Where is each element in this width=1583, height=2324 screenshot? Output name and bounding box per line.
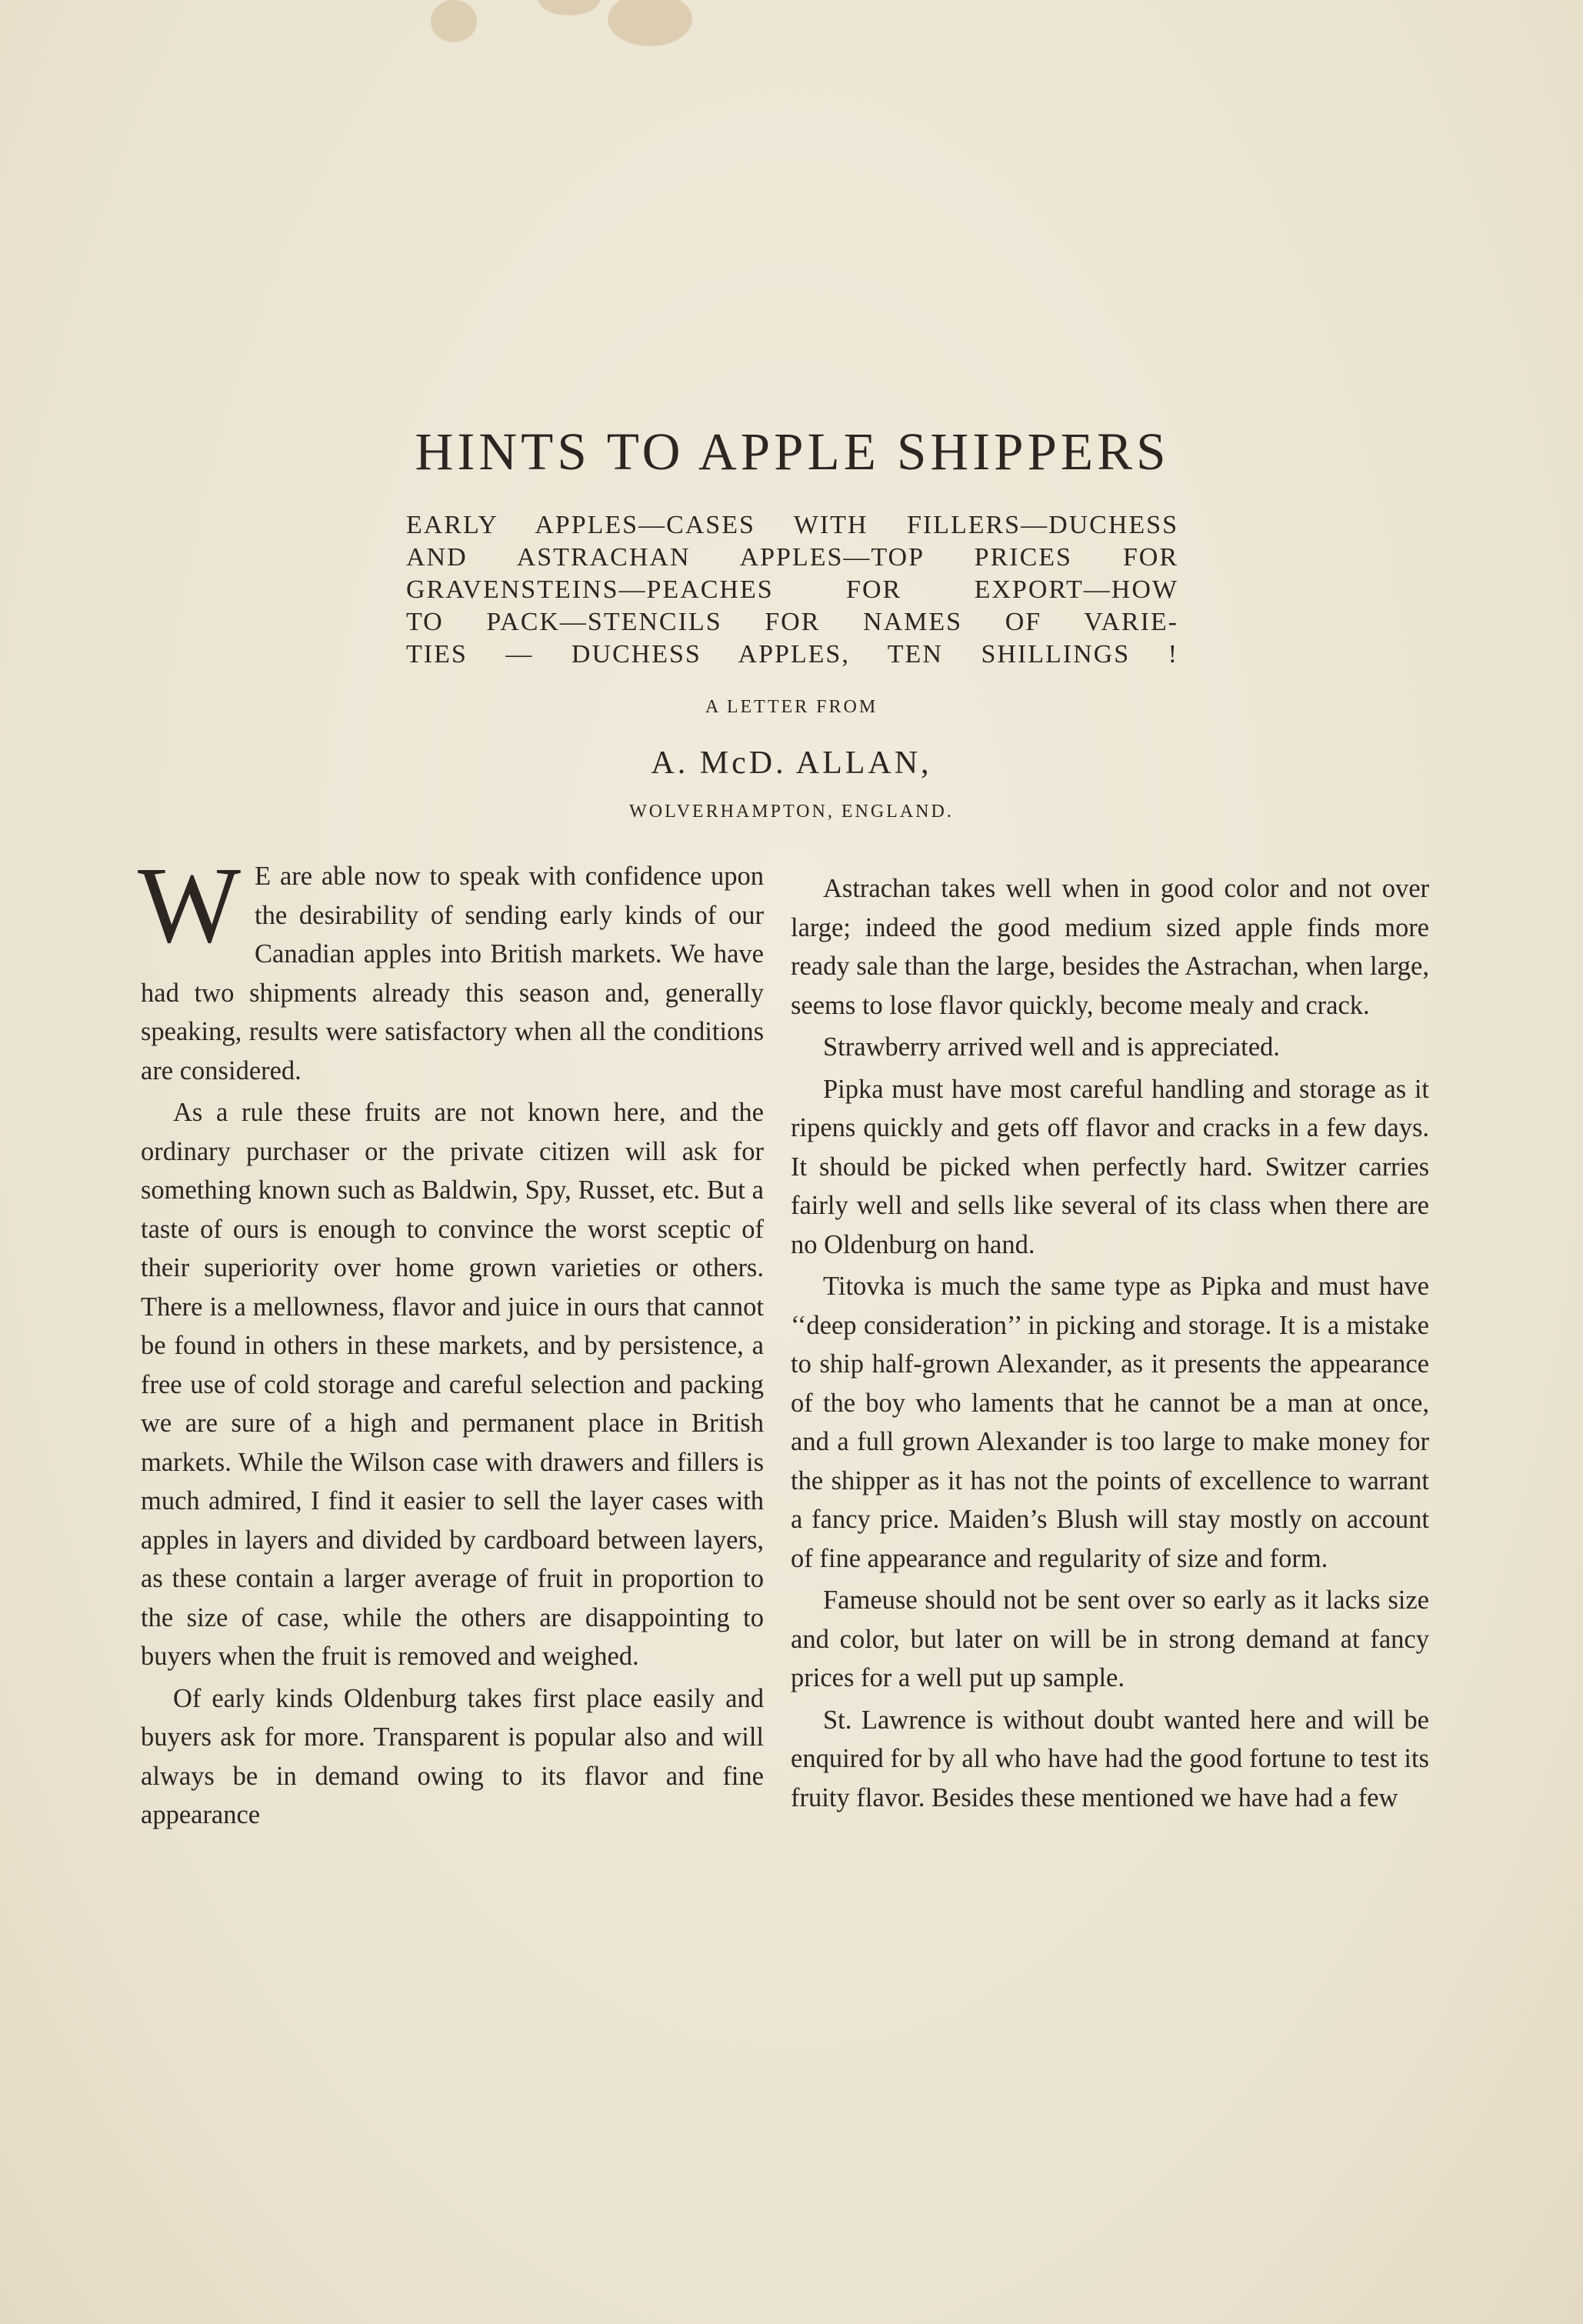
paper-stain — [431, 0, 477, 42]
article-title: HINTS TO APPLE SHIPPERS — [415, 422, 1170, 481]
subtitle-line: EARLY APPLES—CASES WITH FILLERS—DUCHESS — [406, 511, 1178, 539]
paragraph: Strawberry arrived well and is appreciated. — [823, 1032, 1280, 1062]
author-location: WOLVERHAMPTON, ENGLAND. — [629, 802, 954, 822]
paragraph: Fameuse should not be sent over so early as it lacks size and color, but later on will be in strong demand at fancy prices for a well put up sample. — [791, 1585, 1429, 1692]
paragraph: Of early kinds Oldenburg takes first place easily and buyers ask for more. Transparent is popular also and will always be in demand owing to its flavor and fine appearance — [141, 1683, 764, 1829]
subtitle-line: AND ASTRACHAN APPLES—TOP PRICES FOR — [406, 543, 1178, 572]
paragraph: St. Lawrence is without doubt wanted here and will be enquired for by all who have had the good fortune to test its fruity flavor. Besides these mentioned we have had a few — [791, 1705, 1429, 1812]
subtitle-line: TO PACK—STENCILS FOR NAMES OF VARIE- — [406, 608, 1178, 636]
paragraph: As a rule these fruits are not known here, and the ordinary purchaser or the private citizen will ask for something known such as Baldwin, Spy, Russet, etc. But a taste of ours is enough to convince the worst sceptic of their superiority over home grown varieties or others. There is a mellowness, flavor and juice in ours that cannot be found in others in these markets, and by persistence, a free use of cold storage and careful selection and packing we are sure of a high and permanent place in British markets. While the Wilson case with drawers and fillers is much admired, I find it easier to sell the layer cases with apples in layers and divided by cardboard between layers, as these contain a larger average of fruit in proportion to the size of case, while the others are disappointing to buyers when the fruit is removed and weighed. — [141, 1098, 764, 1671]
letter-from-label: A LETTER FROM — [705, 697, 878, 717]
right-column — [791, 869, 1429, 1817]
paper-stain — [538, 0, 600, 15]
paper-stain — [608, 0, 692, 46]
subtitle-line: TIES — DUCHESS APPLES, TEN SHILLINGS ! — [406, 640, 1178, 669]
paragraph-text: E are able now to speak with confidence upon the desirability of sending early kinds of our Canadian apples into British markets. We have had two shipments already this season and, generally speaking, results were satisfactory when all the conditions are considered. — [141, 862, 764, 1085]
subtitle-line: GRAVENSTEINS—PEACHES FOR EXPORT—HOW — [406, 575, 1178, 604]
paragraph: Titovka is much the same type as Pipka and must have ‘‘deep consideration’’ in picking and storage. It is a mistake to ship half-grown Alexander, as it presents the appearance of the boy who laments that he cannot be a man at once, and a full grown Alexander is too large to make money for the shipper as it has not the points of excellence to warrant a fancy price. Maiden’s Blush will stay mostly on account of fine appearance and regularity of size and form. — [791, 1272, 1429, 1573]
paragraph: Pipka must have most careful handling and storage as it ripens quickly and gets off flavor and cracks in a few days. It should be picked when perfectly hard. Switzer carries fairly well and sells like several of its class when there are no Oldenburg on hand. — [791, 1074, 1429, 1259]
paragraph — [138, 844, 764, 1090]
drop-cap: W — [138, 844, 242, 965]
paragraph: Astrachan takes well when in good color and not over large; indeed the good medium sized apple finds more ready sale than the large, besides the Astrachan, when large, seems to lose flavor quickly, become mealy and crack. — [791, 874, 1429, 1020]
left-column — [138, 844, 764, 1835]
article-subtitle — [406, 509, 1178, 671]
author-name: A. McD. ALLAN, — [651, 745, 932, 781]
